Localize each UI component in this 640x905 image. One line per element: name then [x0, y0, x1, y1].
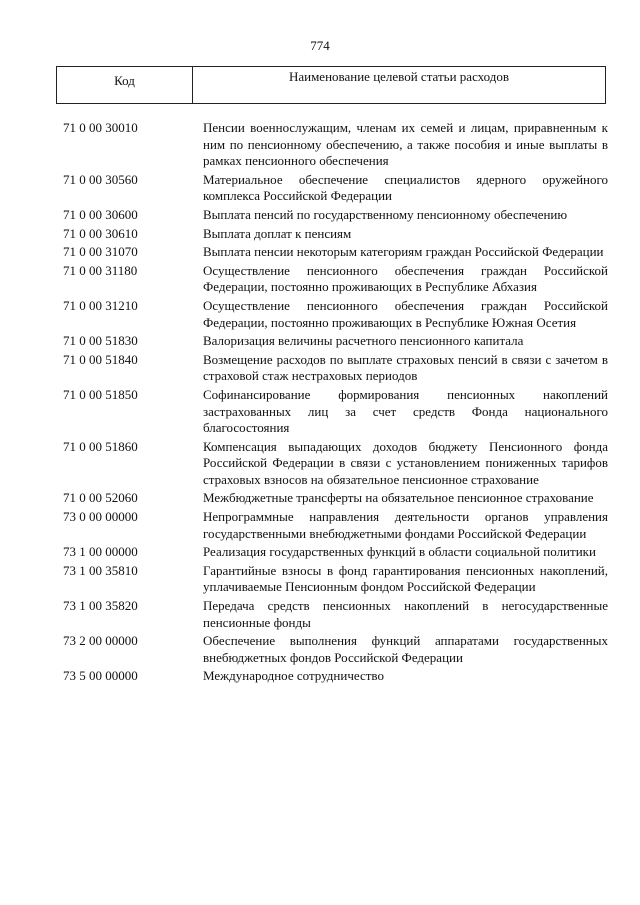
row-name: Передача средств пенсионных накоплений в негосударственные пенсионные фонды — [203, 598, 608, 630]
table-row — [0, 509, 640, 542]
row-code: 73 2 00 00000 — [63, 633, 138, 649]
name-column-header: Наименование целевой статьи расходов — [288, 69, 510, 84]
row-name: Международное сотрудничество — [203, 668, 384, 684]
row-code: 73 0 00 00000 — [63, 509, 138, 525]
table-header — [56, 66, 606, 104]
row-name: Межбюджетные трансферты на обязательное пенсионное страхование — [203, 490, 594, 506]
table-row — [0, 563, 640, 596]
row-name: Выплата пенсий по государственному пенсионному обеспечению — [203, 206, 568, 222]
row-name: Выплата доплат к пенсиям — [203, 225, 352, 241]
row-name: Софинансирование формирования пенсионных накоплений застрахованных лиц за счет средств Фонда национального благосостояния — [203, 386, 608, 436]
row-code: 71 0 00 31070 — [63, 244, 138, 260]
row-name: Валоризация величины расчетного пенсионного капитала — [203, 333, 524, 349]
row-code: 71 0 00 30610 — [63, 225, 138, 241]
row-code: 71 0 00 31210 — [63, 297, 138, 313]
row-name: Гарантийные взносы в фонд гарантирования пенсионных накоплений, уплачиваемые Пенсионным фондом Российской Федерации — [203, 562, 608, 595]
table-row — [0, 490, 640, 507]
row-code: 71 0 00 52060 — [63, 490, 138, 506]
table-row — [0, 263, 640, 296]
table-row — [0, 333, 640, 350]
table-row — [0, 298, 640, 331]
table-row — [0, 387, 640, 437]
row-name: Выплата пенсии некоторым категориям граждан Российской Федерации — [203, 244, 604, 260]
table-row — [0, 544, 640, 561]
row-code: 71 0 00 51840 — [63, 351, 138, 367]
row-name: Осуществление пенсионного обеспечения граждан Российской Федерации, постоянно проживающих в Республике Абхазия — [203, 262, 608, 295]
page-number: 774 — [310, 38, 330, 53]
table-row — [0, 244, 640, 261]
budget-items-list — [0, 120, 640, 687]
table-row — [0, 668, 640, 685]
row-name: Непрограммные направления деятельности органов управления государственными внебюджетными фондами Российской Федерации — [203, 509, 608, 541]
row-code: 71 0 00 51860 — [63, 438, 138, 454]
table-row — [0, 226, 640, 243]
row-name: Пенсии военнослужащим, членам их семей и лицам, приравненным к ним по пенсионному обеспечению, а также пособия и иные выплаты в рамках пенсионного обеспечения — [203, 120, 608, 169]
row-name: Компенсация выпадающих доходов бюджету Пенсионного фонда Российской Федерации в связи с установлением пониженных тарифов страховых взносов на обязательное пенсионное страхование — [203, 438, 608, 487]
table-row — [0, 633, 640, 666]
row-code: 71 0 00 31180 — [63, 262, 138, 278]
table-row — [0, 207, 640, 224]
table-row — [0, 439, 640, 489]
row-code: 71 0 00 30600 — [63, 206, 138, 222]
row-code: 73 1 00 35820 — [63, 598, 138, 614]
table-row — [0, 120, 640, 170]
table-row — [0, 172, 640, 205]
row-name: Реализация государственных функций в области социальной политики — [203, 544, 596, 560]
row-name: Осуществление пенсионного обеспечения граждан Российской Федерации, постоянно проживающих в Республике Южная Осетия — [203, 297, 608, 330]
row-code: 71 0 00 51830 — [63, 333, 138, 349]
row-name: Возмещение расходов по выплате страховых пенсий в связи с зачетом в страховой стаж нестраховых периодов — [203, 351, 608, 384]
row-code: 71 0 00 30560 — [63, 171, 138, 187]
table-row — [0, 352, 640, 385]
row-name: Обеспечение выполнения функций аппаратами государственных внебюджетных фондов Российской Федерации — [203, 633, 608, 665]
row-code: 71 0 00 30010 — [63, 120, 138, 135]
row-code: 73 5 00 00000 — [63, 668, 138, 684]
table-row — [0, 598, 640, 631]
row-code: 71 0 00 51850 — [63, 386, 138, 402]
row-code: 73 1 00 35810 — [63, 562, 138, 578]
row-name: Материальное обеспечение специалистов ядерного оружейного комплекса Российской Федерации — [203, 171, 608, 204]
row-code: 73 1 00 00000 — [63, 544, 138, 560]
code-column-header: Код — [57, 67, 193, 103]
